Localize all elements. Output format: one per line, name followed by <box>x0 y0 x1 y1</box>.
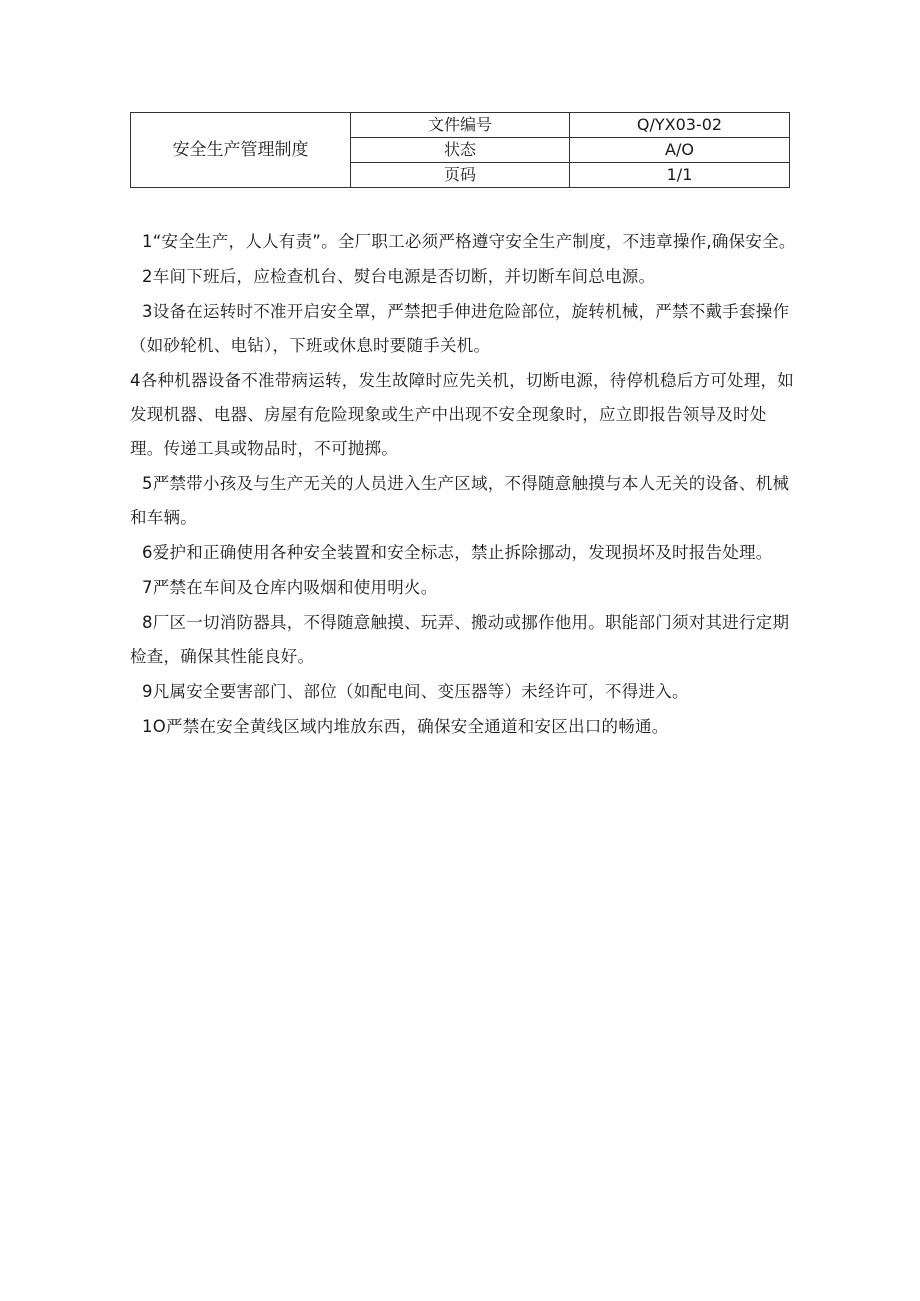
rule-item-1: 1“安全生产，人人有责”。全厂职工必须严格遵守安全生产制度，不违章操作,确保安全。 <box>142 232 796 251</box>
header-label-status: 状态 <box>351 138 570 163</box>
header-row-file-number <box>131 113 790 138</box>
rule-item-4: 4各种机器设备不准带病运转，发生故障时应先关机，切断电源，待停机稳后方可处理，如发现机器、电器、房屋有危险现象或生产中出现不安全现象时，应立即报告领导及时处理。传递工具或物品时，不可抛掷。 <box>130 371 794 458</box>
document-header-table <box>130 112 790 188</box>
rule-item-8: 8厂区一切消防器具，不得随意触摸、玩弄、搬动或挪作他用。职能部门须对其进行定期检查，确保其性能良好。 <box>130 613 790 666</box>
rule-item-2: 2车间下班后，应检查机台、熨台电源是否切断，并切断车间总电源。 <box>142 267 656 286</box>
rule-item-9: 9凡属安全要害部门、部位（如配电间、变压器等）未经许可，不得进入。 <box>142 682 689 701</box>
rules-list <box>130 225 798 745</box>
rule-item-7: 7严禁在车间及仓库内吸烟和使用明火。 <box>142 578 438 597</box>
rule-item-10: 1O严禁在安全黄线区域内堆放东西，确保安全通道和安区出口的畅通。 <box>142 717 669 736</box>
header-value-status: A/O <box>570 138 790 163</box>
document-title: 安全生产管理制度 <box>131 113 351 188</box>
rule-item-6: 6爱护和正确使用各种安全装置和安全标志，禁止拆除挪动，发现损坏及时报告处理。 <box>142 543 773 562</box>
header-value-page: 1/1 <box>570 163 790 188</box>
rule-item-5: 5严禁带小孩及与生产无关的人员进入生产区域，不得随意触摸与本人无关的设备、机械和车辆。 <box>130 474 790 527</box>
header-label-file-number: 文件编号 <box>351 113 570 138</box>
header-value-file-number: Q/YX03-02 <box>570 113 790 138</box>
rule-item-3: 3设备在运转时不准开启安全罩，严禁把手伸进危险部位，旋转机械，严禁不戴手套操作（如砂轮机、电钻），下班或休息时要随手关机。 <box>130 302 790 355</box>
header-label-page: 页码 <box>351 163 570 188</box>
